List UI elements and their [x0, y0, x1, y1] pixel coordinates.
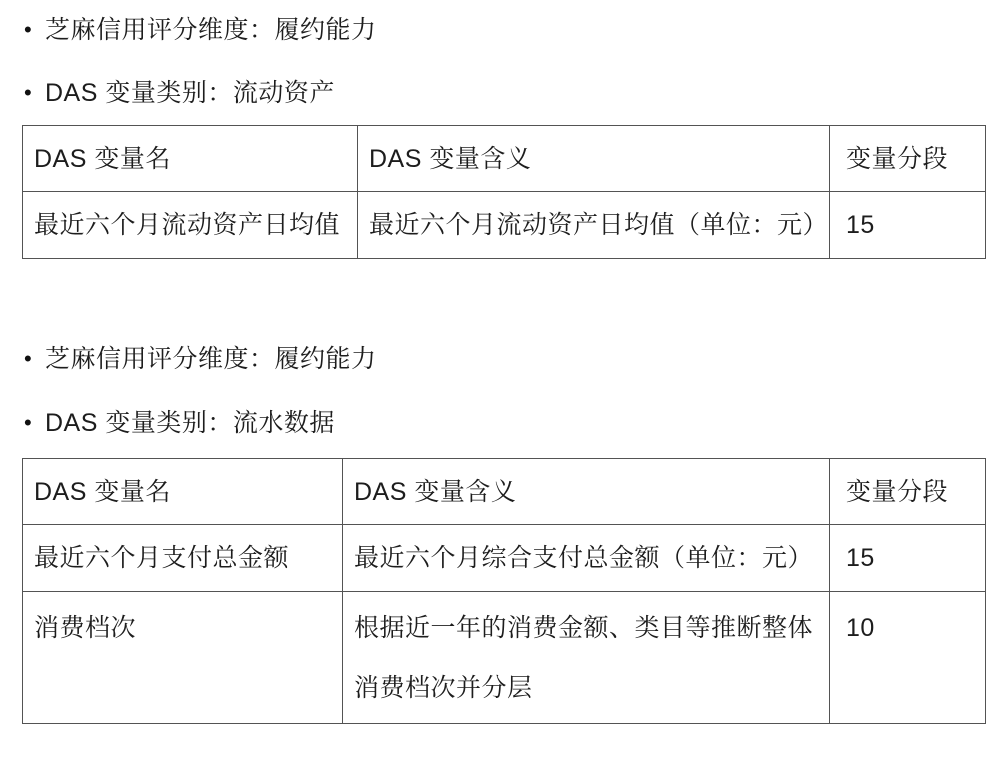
- table-row: [23, 192, 986, 259]
- table-header-row: [23, 126, 986, 192]
- table-row: [23, 525, 986, 592]
- column-header-variable-segment: 变量分段: [830, 459, 986, 525]
- bullet-text: DAS 变量类别：流动资产: [45, 79, 335, 107]
- column-header-variable-segment: 变量分段: [830, 126, 986, 192]
- table-header-row: [23, 459, 986, 525]
- column-header-variable-name: DAS 变量名: [23, 459, 343, 525]
- cell-variable-segment: 15: [830, 192, 986, 259]
- bullet-item-credit-dimension-1: [0, 10, 1004, 50]
- cell-variable-meaning: 最近六个月综合支付总金额（单位：元）: [343, 525, 830, 592]
- cell-variable-segment: 15: [830, 525, 986, 592]
- cell-variable-name: 最近六个月流动资产日均值: [23, 192, 358, 259]
- bullet-icon: •: [24, 80, 32, 105]
- bullet-text: DAS 变量类别：流水数据: [45, 409, 335, 437]
- bullet-item-credit-dimension-2: [0, 339, 1004, 379]
- cell-variable-name: 消费档次: [23, 592, 343, 724]
- cell-wrapped-text: 根据近一年的消费金额、类目等推断整体消费档次并分层: [354, 614, 814, 702]
- document-page: [0, 10, 1004, 760]
- bullet-text: 芝麻信用评分维度：履约能力: [45, 345, 377, 373]
- das-variable-table-2: [22, 458, 986, 724]
- bullet-icon: •: [24, 17, 32, 42]
- table-row: [23, 592, 986, 724]
- column-header-variable-meaning: DAS 变量含义: [343, 459, 830, 525]
- bullet-icon: •: [24, 346, 32, 371]
- column-header-variable-name: DAS 变量名: [23, 126, 358, 192]
- bullet-item-das-category-2: [0, 403, 1004, 443]
- column-header-variable-meaning: DAS 变量含义: [358, 126, 830, 192]
- cell-variable-name: 最近六个月支付总金额: [23, 525, 343, 592]
- cell-variable-segment: 10: [830, 592, 986, 724]
- bullet-text: 芝麻信用评分维度：履约能力: [45, 16, 377, 44]
- cell-variable-meaning: 最近六个月流动资产日均值（单位：元）: [358, 192, 830, 259]
- bullet-icon: •: [24, 410, 32, 435]
- cell-variable-meaning: [343, 592, 830, 724]
- bullet-item-das-category-1: [0, 73, 1004, 113]
- das-variable-table-1: [22, 125, 986, 259]
